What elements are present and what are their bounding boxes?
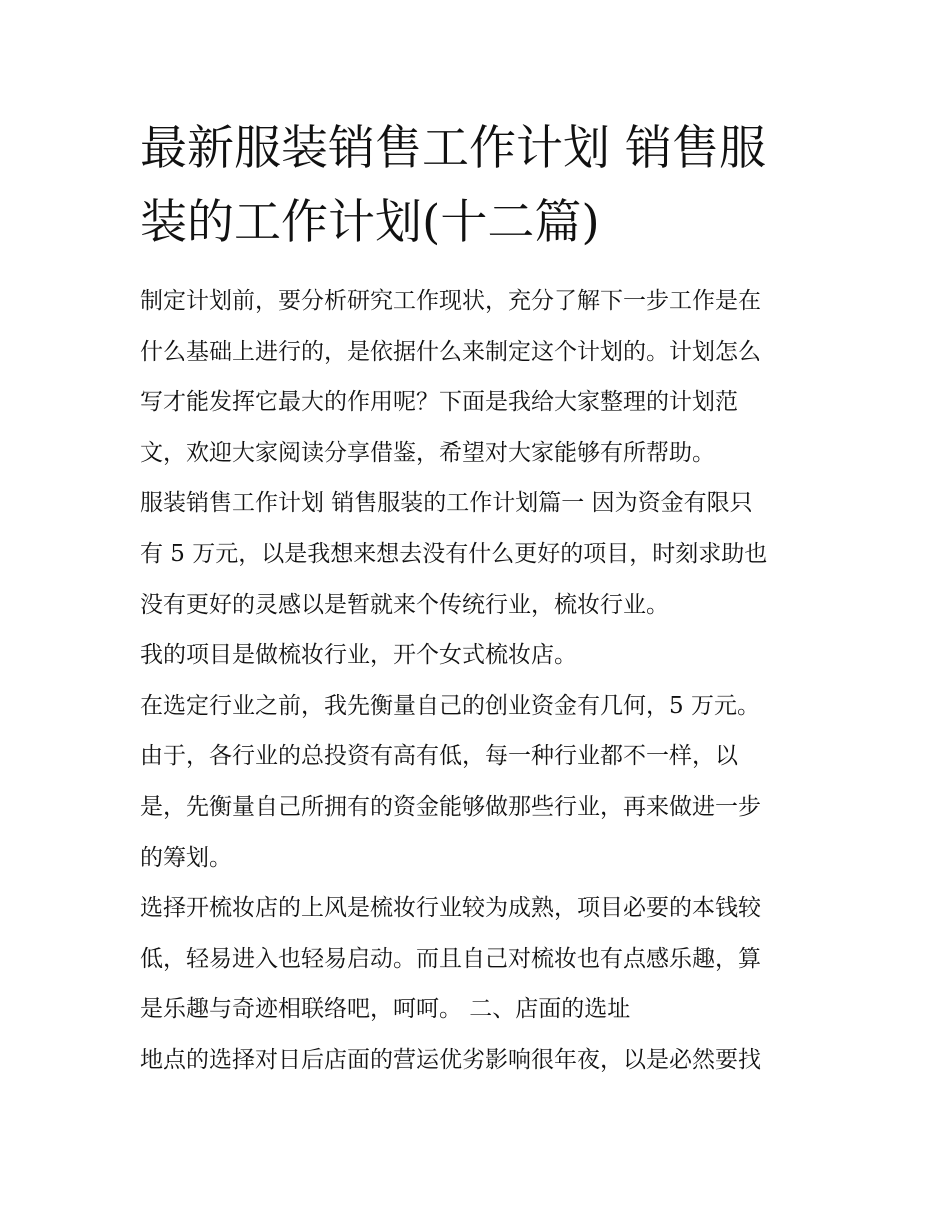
body-line: 制定计划前，要分析研究工作现状，充分了解下一步工作是在 <box>140 288 761 314</box>
body-line: 服装销售工作计划 销售服装的工作计划篇一 因为资金有限只 <box>140 490 753 517</box>
body-line: 什么基础上进行的，是依据什么来制定这个计划的。计划怎么 <box>140 338 761 365</box>
document-title <box>140 112 830 260</box>
body-line: 是，先衡量自己所拥有的资金能够做那些行业，再来做进一步 <box>140 793 761 820</box>
body-line: 有 5 万元，以是我想来想去没有什么更好的项目，时刻求助也 <box>140 540 768 567</box>
document-body <box>140 276 830 1086</box>
body-line: 没有更好的灵感以是暂就来个传统行业，梳妆行业。 <box>140 591 669 618</box>
body-line: 低，轻易进入也轻易启动。而且自己对梳妆也有点感乐趣，算 <box>140 945 761 972</box>
body-line: 由于，各行业的总投资有高有低，每一种行业都不一样，以 <box>140 743 738 770</box>
body-line: 是乐趣与奇迹相联络吧，呵呵。 二、店面的选址 <box>140 996 631 1023</box>
body-line: 的筹划。 <box>140 844 232 871</box>
body-line: 在选定行业之前，我先衡量自己的创业资金有几何，5 万元。 <box>140 692 760 719</box>
title-line-2: 装的工作计划(十二篇) <box>140 195 600 250</box>
title-line-1: 最新服装销售工作计划 销售服 <box>140 121 766 176</box>
body-line: 我的项目是做梳妆行业，开个女式梳妆店。 <box>140 642 577 669</box>
body-line: 选择开梳妆店的上风是梳妆行业较为成熟，项目必要的本钱较 <box>140 895 761 922</box>
body-line: 地点的选择对日后店面的营运优劣影响很年夜，以是必然要找 <box>140 1046 761 1073</box>
body-line: 写才能发挥它最大的作用呢？下面是我给大家整理的计划范 <box>140 389 738 416</box>
body-line: 文，欢迎大家阅读分享借鉴，希望对大家能够有所帮助。 <box>140 439 715 466</box>
